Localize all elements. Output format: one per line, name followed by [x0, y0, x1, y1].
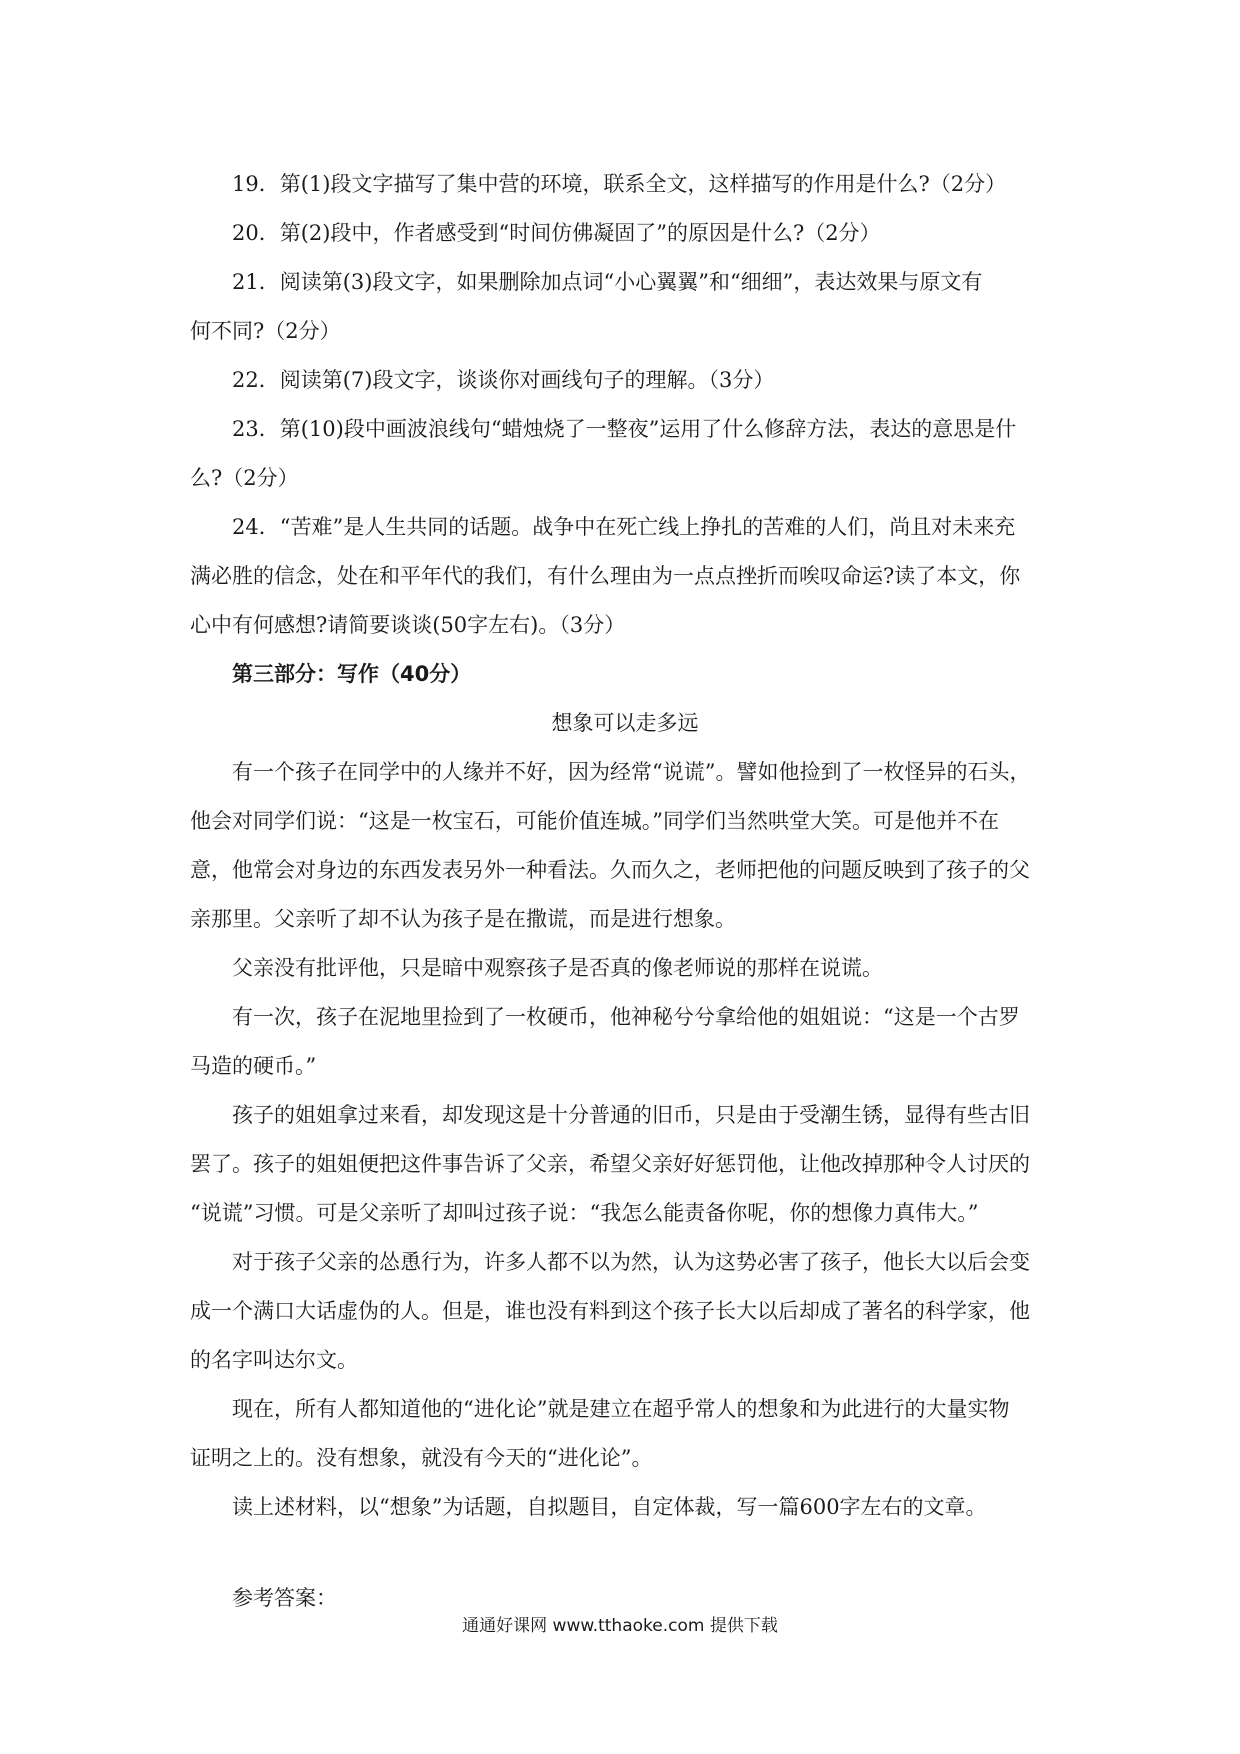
material-p2-line-1: 父亲没有批评他，只是暗中观察孩子是否真的像老师说的那样在说谎。 — [232, 956, 883, 980]
writing-prompt-text: 读上述材料，以“想象”为话题，自拟题目，自定体裁，写一篇600字左右的文章。 — [232, 1495, 987, 1519]
question-24-line-1: 24．“苦难”是人生共同的话题。战争中在死亡线上挣扎的苦难的人们，尚且对未来充 — [232, 515, 1016, 539]
material-p1-line-3: 意，他常会对身边的东西发表另外一种看法。久而久之，老师把他的问题反映到了孩子的父 — [190, 858, 1030, 882]
question-23-line-1: 23．第(10)段中画波浪线句“蜡烛烧了一整夜”运用了什么修辞方法，表达的意思是什 — [232, 417, 1017, 441]
material-p1-line-1: 有一个孩子在同学中的人缘并不好，因为经常“说谎”。譬如他捡到了一枚怪异的石头， — [232, 760, 1031, 784]
question-22 — [190, 356, 1060, 405]
writing-prompt — [190, 1483, 1060, 1532]
question-19 — [190, 160, 1060, 209]
material-p5-line-1: 对于孩子父亲的怂恿行为，许多人都不以为然，认为这势必害了孩子，他长大以后会变 — [232, 1250, 1030, 1274]
question-23 — [190, 405, 1060, 503]
material-p6-line-2: 证明之上的。没有想象，就没有今天的“进化论”。 — [190, 1446, 653, 1470]
question-24-line-2: 满必胜的信念，处在和平年代的我们，有什么理由为一点点挫折而唉叹命运?读了本文，你 — [190, 564, 1021, 588]
question-20-text: 20．第(2)段中，作者感受到“时间仿佛凝固了”的原因是什么?（2分） — [232, 221, 881, 245]
material-paragraph-1 — [190, 748, 1060, 944]
material-p5-line-2: 成一个满口大话虚伪的人。但是，谁也没有料到这个孩子长大以后却成了著名的科学家，他 — [190, 1299, 1030, 1323]
question-23-line-2: 么?（2分） — [190, 466, 299, 490]
answers-label: 参考答案： — [232, 1586, 337, 1610]
question-20 — [190, 209, 1060, 258]
question-21 — [190, 258, 1060, 356]
material-p1-line-4: 亲那里。父亲听了却不认为孩子是在撒谎，而是进行想象。 — [190, 907, 736, 931]
question-19-text: 19．第(1)段文字描写了集中营的环境，联系全文，这样描写的作用是什么?（2分） — [232, 172, 1007, 196]
question-22-text: 22．阅读第(7)段文字，谈谈你对画线句子的理解。（3分） — [232, 368, 775, 392]
material-paragraph-4 — [190, 1091, 1060, 1238]
material-p4-line-3: “说谎”习惯。可是父亲听了却叫过孩子说：“我怎么能责备你呢，你的想像力真伟大。” — [190, 1201, 979, 1225]
question-24 — [190, 503, 1060, 650]
material-p3-line-2: 马造的硬币。” — [190, 1054, 317, 1078]
question-21-line-2: 何不同?（2分） — [190, 319, 341, 343]
essay-material-title: 想象可以走多远 — [551, 711, 699, 735]
section-heading-writing: 第三部分：写作（40分） — [232, 662, 472, 686]
material-p5-line-3: 的名字叫达尔文。 — [190, 1348, 358, 1372]
page-footer: 通通好课网 www.tthaoke.com 提供下载 — [462, 1616, 778, 1636]
material-paragraph-2 — [190, 944, 1060, 993]
material-p1-line-2: 他会对同学们说：“这是一枚宝石，可能价值连城。”同学们当然哄堂大笑。可是他并不在 — [190, 809, 999, 833]
material-p3-line-1: 有一次，孩子在泥地里捡到了一枚硬币，他神秘兮兮拿给他的姐姐说：“这是一个古罗 — [232, 1005, 1020, 1029]
material-paragraph-6 — [190, 1385, 1060, 1483]
material-paragraph-5 — [190, 1238, 1060, 1385]
question-21-line-1: 21．阅读第(3)段文字，如果删除加点词“小心翼翼”和“细细”，表达效果与原文有 — [232, 270, 983, 294]
material-paragraph-3 — [190, 993, 1060, 1091]
document-page — [190, 160, 1060, 1623]
spacer — [190, 1532, 1060, 1574]
material-p4-line-1: 孩子的姐姐拿过来看，却发现这是十分普通的旧币，只是由于受潮生锈，显得有些古旧 — [232, 1103, 1030, 1127]
material-p6-line-1: 现在，所有人都知道他的“进化论”就是建立在超乎常人的想象和为此进行的大量实物 — [232, 1397, 1010, 1421]
material-p4-line-2: 罢了。孩子的姐姐便把这件事告诉了父亲，希望父亲好好惩罚他，让他改掉那种令人讨厌的 — [190, 1152, 1030, 1176]
question-24-line-3: 心中有何感想?请简要谈谈(50字左右)。（3分） — [190, 613, 626, 637]
